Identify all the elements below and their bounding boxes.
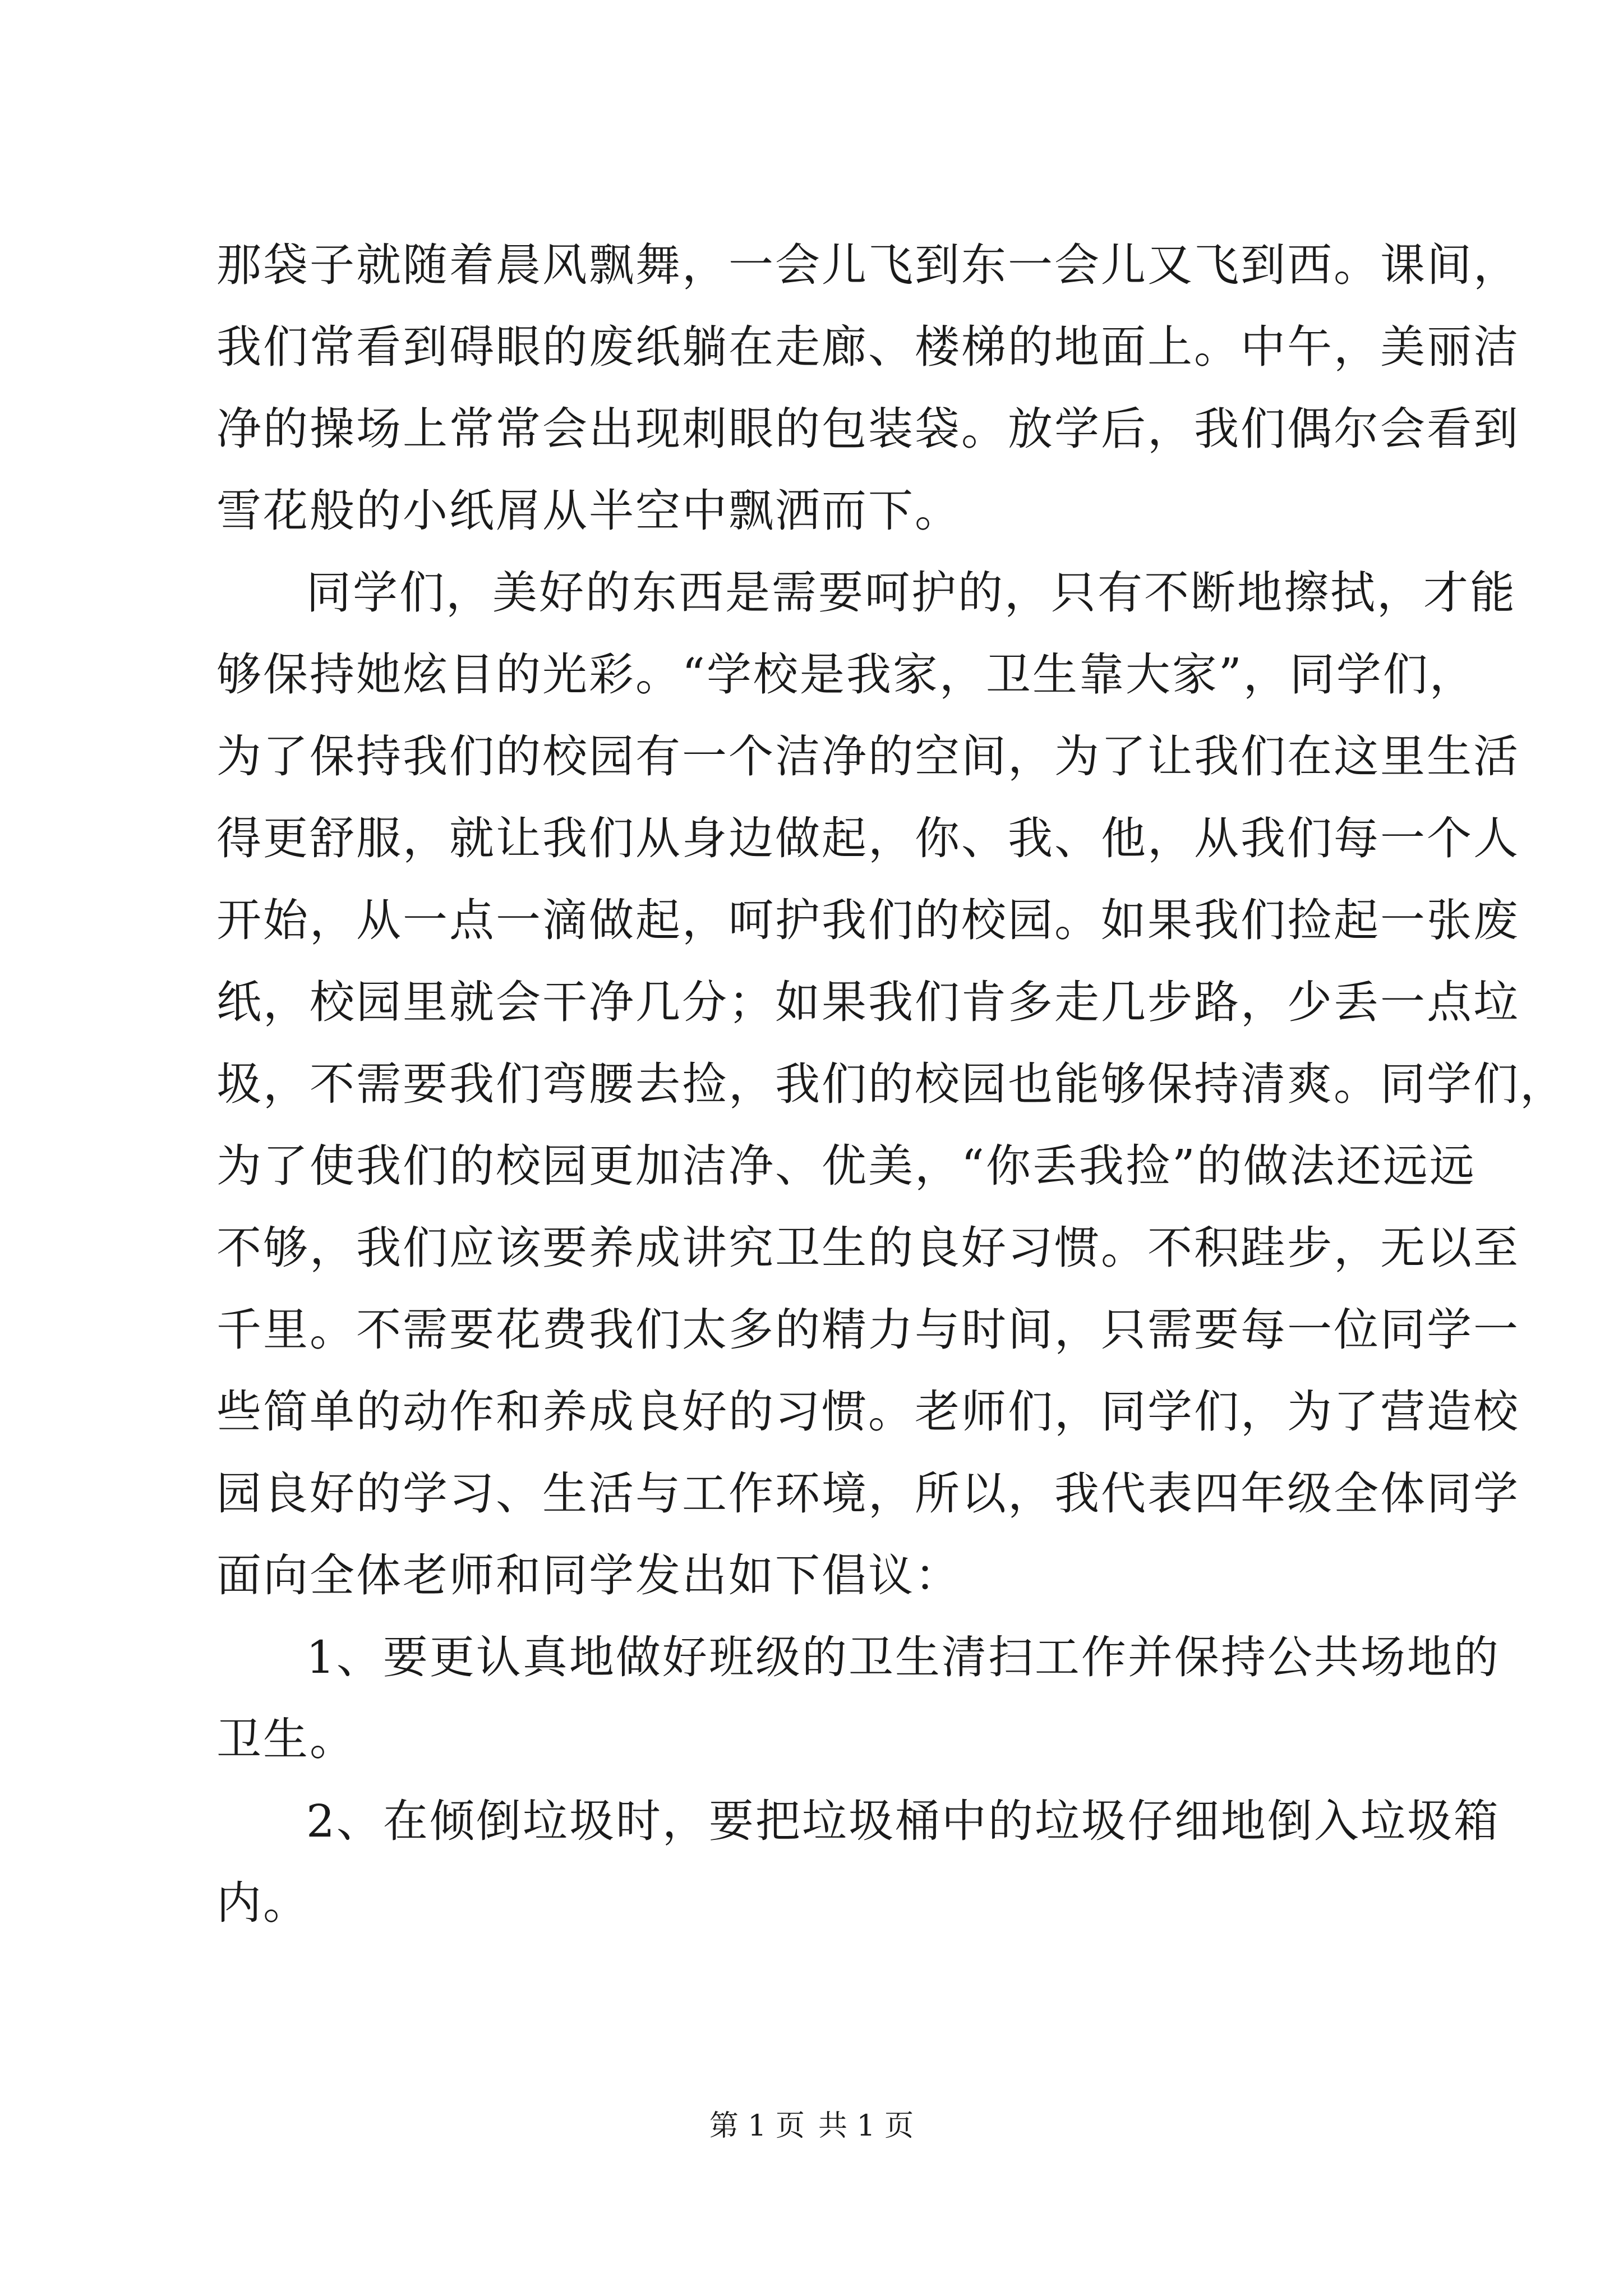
text-line: 得更舒服，就让我们从身边做起，你、我、他，从我们每一个人 [216,812,1520,864]
text-line: 够保持她炫目的光彩。“学校是我家，卫生靠大家”，同学们， [216,648,1476,701]
text-line: 面向全体老师和同学发出如下倡议： [216,1549,961,1602]
list-item-1-line: 1、要更认真地做好班级的卫生清扫工作并保持公共场地的 [306,1631,1500,1683]
text-line: 开始，从一点一滴做起，呵护我们的校园。如果我们捡起一张废 [216,894,1520,946]
text-line: 雪花般的小纸屑从半空中飘洒而下。 [216,485,961,537]
text-line: 园良好的学习、生活与工作环境，所以，我代表四年级全体同学 [216,1467,1520,1520]
text-line: 千里。不需要花费我们太多的精力与时间，只需要每一位同学一 [216,1304,1520,1356]
text-line: 卫生。 [216,1713,356,1765]
page-total: 共 1 页 [818,2109,914,2143]
page-footer [0,2106,1623,2146]
text-line: 内。 [216,1877,310,1929]
text-line: 不够，我们应该要养成讲究卫生的良好习惯。不积跬步，无以至 [216,1222,1520,1274]
text-line: 净的操场上常常会出现刺眼的包装袋。放学后，我们偶尔会看到 [216,403,1520,455]
text-line: 那袋子就随着晨风飘舞，一会儿飞到东一会儿又飞到西。课间， [216,239,1520,291]
text-line: 些简单的动作和养成良好的习惯。老师们，同学们，为了营造校 [216,1386,1520,1438]
page-number: 第 1 页 [709,2109,805,2143]
text-line: 圾，不需要我们弯腰去捡，我们的校园也能够保持清爽。同学们， [216,1058,1566,1110]
text-line: 我们常看到碍眼的废纸躺在走廊、楼梯的地面上。中午，美丽洁 [216,321,1520,373]
paragraph-start-line: 同学们，美好的东西是需要呵护的，只有不断地擦拭，才能 [306,567,1516,619]
list-item-2-line: 2、在倾倒垃圾时，要把垃圾桶中的垃圾仔细地倒入垃圾箱 [306,1795,1500,1847]
text-line: 纸，校园里就会干净几分；如果我们肯多走几步路，少丢一点垃 [216,976,1520,1028]
document-body [216,224,1566,1944]
text-line: 为了保持我们的校园有一个洁净的空间，为了让我们在这里生活 [216,730,1520,783]
text-line: 为了使我们的校园更加洁净、优美，“你丢我捡”的做法还远远 [216,1140,1476,1192]
